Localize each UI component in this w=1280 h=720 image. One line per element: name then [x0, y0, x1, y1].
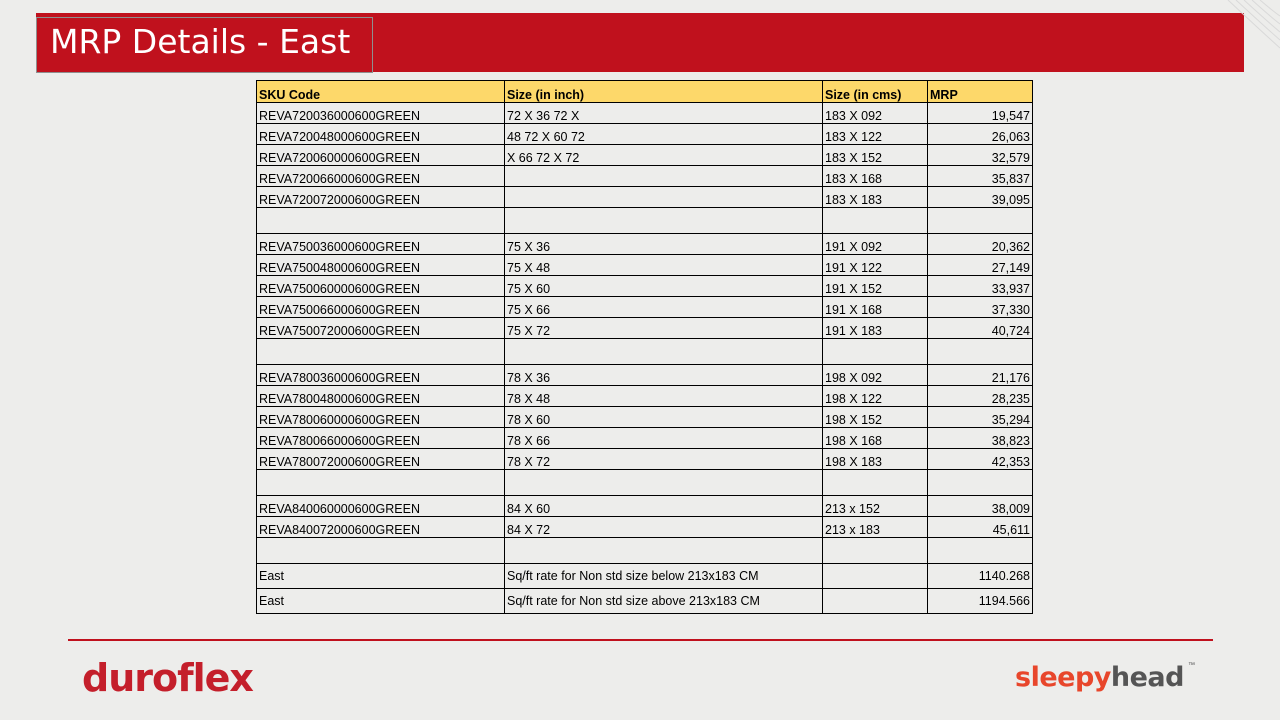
cell-mrp: 32,579 [928, 145, 1033, 166]
cell-sku: REVA720060000600GREEN [257, 145, 505, 166]
cell-size-cms: 191 X 152 [823, 276, 928, 297]
table-spacer-row [257, 339, 1033, 365]
cell-mrp: 33,937 [928, 276, 1033, 297]
cell-size-cms [823, 208, 928, 234]
cell-size-cms: 213 x 152 [823, 496, 928, 517]
cell-sku: REVA840072000600GREEN [257, 517, 505, 538]
cell-size-inch: 75 X 48 [505, 255, 823, 276]
table-spacer-row [257, 208, 1033, 234]
cell-size-cms: 191 X 183 [823, 318, 928, 339]
cell-size-inch: 84 X 72 [505, 517, 823, 538]
table-spacer-row [257, 470, 1033, 496]
cell-size-inch [505, 538, 823, 564]
cell-mrp: 38,823 [928, 428, 1033, 449]
cell-mrp: 40,724 [928, 318, 1033, 339]
cell-size-cms: 198 X 183 [823, 449, 928, 470]
cell-size-cms: 198 X 168 [823, 428, 928, 449]
trademark-mark: ™ [1188, 662, 1195, 669]
cell-mrp: 26,063 [928, 124, 1033, 145]
cell-mrp [928, 538, 1033, 564]
cell-size-cms: 191 X 092 [823, 234, 928, 255]
cell-mrp [928, 339, 1033, 365]
cell-size-inch: Sq/ft rate for Non std size below 213x183 CM [505, 564, 823, 589]
table-row [257, 449, 1033, 470]
cell-size-inch [505, 166, 823, 187]
table-rate-row [257, 589, 1033, 614]
sleepyhead-logo-part1: sleepy [1015, 662, 1111, 693]
table-row [257, 145, 1033, 166]
cell-mrp: 27,149 [928, 255, 1033, 276]
cell-size-inch [505, 339, 823, 365]
cell-sku: REVA780060000600GREEN [257, 407, 505, 428]
table-row [257, 187, 1033, 208]
cell-size-cms: 191 X 122 [823, 255, 928, 276]
cell-sku: REVA750072000600GREEN [257, 318, 505, 339]
cell-size-cms: 198 X 092 [823, 365, 928, 386]
cell-size-inch [505, 187, 823, 208]
table-header-row [257, 81, 1033, 103]
cell-size-cms [823, 339, 928, 365]
cell-sku: East [257, 589, 505, 614]
cell-sku: East [257, 564, 505, 589]
cell-mrp: 45,611 [928, 517, 1033, 538]
cell-size-inch: 78 X 36 [505, 365, 823, 386]
cell-mrp: 1140.268 [928, 564, 1033, 589]
cell-size-cms: 183 X 168 [823, 166, 928, 187]
cell-size-cms: 183 X 183 [823, 187, 928, 208]
cell-mrp: 1194.566 [928, 589, 1033, 614]
cell-sku [257, 470, 505, 496]
cell-mrp: 38,009 [928, 496, 1033, 517]
cell-size-cms [823, 589, 928, 614]
cell-size-inch: 75 X 66 [505, 297, 823, 318]
corner-lines-decoration [1220, 0, 1280, 80]
header-mrp: MRP [928, 81, 1033, 103]
cell-size-inch [505, 470, 823, 496]
cell-mrp: 39,095 [928, 187, 1033, 208]
table-row [257, 365, 1033, 386]
cell-mrp: 19,547 [928, 103, 1033, 124]
footer-divider [68, 639, 1213, 641]
table-row [257, 386, 1033, 407]
cell-mrp: 42,353 [928, 449, 1033, 470]
table-row [257, 297, 1033, 318]
cell-mrp [928, 470, 1033, 496]
cell-size-cms: 213 x 183 [823, 517, 928, 538]
table-spacer-row [257, 538, 1033, 564]
cell-sku [257, 208, 505, 234]
cell-mrp: 35,837 [928, 166, 1033, 187]
header-size-cms: Size (in cms) [823, 81, 928, 103]
cell-sku: REVA750060000600GREEN [257, 276, 505, 297]
sleepyhead-logo-part2: head [1110, 662, 1184, 693]
cell-sku: REVA780072000600GREEN [257, 449, 505, 470]
cell-size-cms: 183 X 092 [823, 103, 928, 124]
cell-size-cms: 183 X 122 [823, 124, 928, 145]
cell-size-inch: 78 X 48 [505, 386, 823, 407]
cell-sku: REVA780066000600GREEN [257, 428, 505, 449]
cell-size-inch: 75 X 36 [505, 234, 823, 255]
cell-mrp [928, 208, 1033, 234]
cell-sku: REVA780048000600GREEN [257, 386, 505, 407]
cell-size-inch [505, 208, 823, 234]
cell-sku: REVA720066000600GREEN [257, 166, 505, 187]
cell-size-inch: 75 X 60 [505, 276, 823, 297]
table-row [257, 496, 1033, 517]
cell-mrp: 21,176 [928, 365, 1033, 386]
header-sku-code: SKU Code [257, 81, 505, 103]
cell-size-cms: 198 X 122 [823, 386, 928, 407]
cell-size-cms [823, 538, 928, 564]
cell-size-cms [823, 470, 928, 496]
cell-size-inch: 78 X 66 [505, 428, 823, 449]
table-row [257, 124, 1033, 145]
cell-size-cms [823, 564, 928, 589]
cell-sku [257, 538, 505, 564]
cell-size-inch: 78 X 72 [505, 449, 823, 470]
sleepyhead-logo [1015, 662, 1184, 693]
cell-size-inch: 78 X 60 [505, 407, 823, 428]
table-row [257, 517, 1033, 538]
cell-sku: REVA750036000600GREEN [257, 234, 505, 255]
table-row [257, 276, 1033, 297]
cell-sku [257, 339, 505, 365]
slide-title: MRP Details - East [50, 22, 351, 61]
cell-size-cms: 191 X 168 [823, 297, 928, 318]
cell-sku: REVA720036000600GREEN [257, 103, 505, 124]
cell-size-cms: 198 X 152 [823, 407, 928, 428]
cell-sku: REVA720072000600GREEN [257, 187, 505, 208]
table-row [257, 255, 1033, 276]
duroflex-logo: duroflex [82, 656, 253, 700]
table-row [257, 234, 1033, 255]
table-row [257, 103, 1033, 124]
cell-mrp: 37,330 [928, 297, 1033, 318]
cell-mrp: 28,235 [928, 386, 1033, 407]
cell-sku: REVA780036000600GREEN [257, 365, 505, 386]
header-size-inch: Size (in inch) [505, 81, 823, 103]
cell-mrp: 35,294 [928, 407, 1033, 428]
cell-sku: REVA840060000600GREEN [257, 496, 505, 517]
cell-size-cms: 183 X 152 [823, 145, 928, 166]
table-row [257, 318, 1033, 339]
cell-sku: REVA720048000600GREEN [257, 124, 505, 145]
cell-size-inch: Sq/ft rate for Non std size above 213x183 CM [505, 589, 823, 614]
table-row [257, 407, 1033, 428]
cell-size-inch: 48 72 X 60 72 [505, 124, 823, 145]
mrp-table [256, 80, 1033, 614]
cell-sku: REVA750066000600GREEN [257, 297, 505, 318]
cell-size-inch: 75 X 72 [505, 318, 823, 339]
cell-size-inch: 72 X 36 72 X [505, 103, 823, 124]
table-rate-row [257, 564, 1033, 589]
cell-sku: REVA750048000600GREEN [257, 255, 505, 276]
cell-mrp: 20,362 [928, 234, 1033, 255]
table-row [257, 166, 1033, 187]
table-row [257, 428, 1033, 449]
cell-size-inch: 84 X 60 [505, 496, 823, 517]
cell-size-inch: X 66 72 X 72 [505, 145, 823, 166]
